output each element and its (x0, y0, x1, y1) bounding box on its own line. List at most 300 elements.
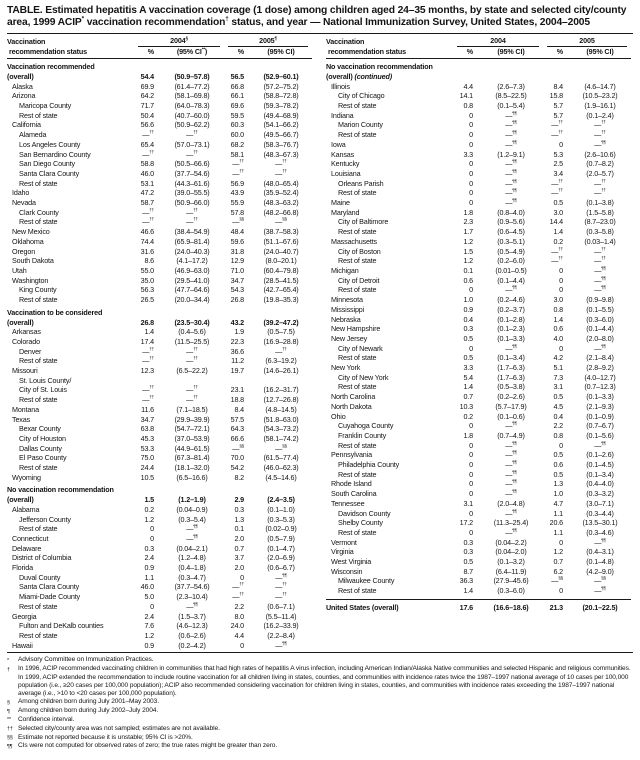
table-row (326, 353, 631, 363)
table-row (326, 82, 631, 92)
ci-2004-cell: (29.5–41.0) (174, 275, 210, 285)
ci-2005-cell: (0.3–5.3) (267, 514, 295, 524)
table-row (7, 347, 312, 357)
ci-2004-cell: —¶¶ (505, 449, 517, 460)
pct-2004-cell: 1.4 (463, 586, 473, 596)
table-row (7, 169, 312, 179)
row-label: Rest of state (19, 463, 58, 473)
pct-2004-cell: 0 (469, 460, 473, 470)
table-row (7, 140, 312, 150)
section-title-line2: (overall) (7, 317, 34, 327)
footnote-marker: †† (193, 385, 198, 391)
pct-2004-cell: 0 (469, 178, 473, 188)
pct-2004-cell: 1.2 (463, 236, 473, 246)
table-row (7, 266, 312, 276)
table-row (7, 285, 312, 295)
table-row (326, 295, 631, 305)
ci-2005-cell: (51.8–63.0) (263, 414, 299, 424)
table-row (7, 356, 312, 366)
row-label: Massachusetts (331, 236, 377, 246)
ci-2004-cell: (54.7–72.1) (174, 424, 210, 434)
ci-2004-cell: (18.1–32.0) (174, 463, 210, 473)
ci-2005-cell: (2.0–8.0) (586, 333, 614, 343)
ci-2005-cell: (0.6–6.7) (267, 563, 295, 573)
ci-2005-cell: (10.5–23.2) (582, 91, 618, 101)
pct-2004-cell: 58.8 (140, 159, 154, 169)
table-row (326, 412, 631, 422)
footnote-marker: †† (239, 591, 244, 597)
ci-2005-cell: (14.6–26.1) (263, 366, 299, 376)
row-label: City of Houston (19, 433, 66, 443)
pct-2004-cell: 1.8 (463, 430, 473, 440)
pct-2005-cell: 1.4 (553, 314, 563, 324)
footnote-text: In 1996, ACIP recommended vaccinating children in communities that had high rates of hepatitis A virus infection, including American Indian/Alaska Native communities and selected Hispanic and religious communities. In 1999, ACIP extended the recommendation to include routine vaccination for all children living in states, counties, and communities with incidence rates twice the 1987–1997 national average of 10 cases per 100,000 population (i.e., ≥20 cases per 100,000 population); ACIP also recommended considering vaccination for children living in states, counties, and communities with incidence rates exceeding the 1987–1997 national average (i.e., >10 to <20 cases per 100,000 population). (18, 665, 631, 698)
table-row (7, 573, 312, 583)
pct-2005-cell: 2.0 (234, 563, 244, 573)
ci-2004-cell: (5.7–17.9) (495, 401, 527, 411)
pct-2005-cell: 34.7 (230, 275, 244, 285)
ci-2004-cell: (0.1–3.3) (497, 333, 525, 343)
row-label: Rest of state (338, 188, 377, 198)
pct-2004-cell: 0.9 (144, 640, 154, 650)
pct-2005-cell: 66.1 (230, 91, 244, 101)
row-label: Texas (12, 414, 31, 424)
ci-2005-cell: (0.3–4.6) (586, 527, 614, 537)
pct-2005-cell: 0.6 (553, 324, 563, 334)
pct-2004-cell: 1.8 (463, 207, 473, 217)
footnote-marker: ¶¶ (601, 139, 606, 145)
pct-2004-cell: 8.6 (144, 256, 154, 266)
ci-2005-cell: (2.0–6.9) (267, 553, 295, 563)
footnote-marker: ** (201, 46, 205, 52)
pct-2005-cell: 0.5 (553, 450, 563, 460)
pct-2005-cell: 23.1 (230, 385, 244, 395)
row-label: New Mexico (12, 227, 50, 237)
col-header-ci: (95% CI) (497, 47, 525, 57)
pct-2005-cell: 0.3 (234, 504, 244, 514)
footnote-symbol: ¶¶ (7, 743, 13, 750)
ci-2005-cell: (0.1–2.4) (586, 110, 614, 120)
pct-2004-cell: 7.6 (144, 621, 154, 631)
pct-2005-cell: 7.3 (553, 372, 563, 382)
ci-2004-cell: —¶¶ (505, 343, 517, 353)
subcolumn-header-row (326, 47, 631, 57)
table-row (326, 518, 631, 528)
ci-2005-cell: (1.9–16.1) (584, 101, 616, 111)
pct-2005-cell: 8.0 (234, 611, 244, 621)
table-row (326, 431, 631, 441)
ci-2005-cell: (58.1–74.2) (263, 433, 299, 443)
ci-2004-cell: (61.4–77.2) (174, 81, 210, 91)
ci-2004-cell: (0.5–3.8) (497, 382, 525, 392)
pct-2004-cell: 0 (469, 120, 473, 130)
footnote-marker: †† (282, 591, 287, 597)
ci-2004-cell: (44.9–61.5) (174, 443, 210, 453)
pct-2005-cell: 66.6 (230, 433, 244, 443)
table-row (326, 547, 631, 557)
footnote-text: Confidence interval. (18, 715, 75, 723)
pct-2004-cell: 0 (469, 285, 473, 295)
table-row (7, 208, 312, 218)
ci-2004-cell: (50.5–66.6) (174, 159, 210, 169)
stub-header-line2: recommendation status (328, 47, 406, 57)
pct-2005-cell: 19.7 (230, 366, 244, 376)
row-label: Rest of state (19, 601, 58, 611)
table-row (326, 450, 631, 460)
pct-2005-cell: 12.9 (230, 256, 244, 266)
pct-2004-cell: 1.0 (463, 295, 473, 305)
pct-2005-cell: 3.7 (234, 553, 244, 563)
ci-2004-cell: —†† (186, 355, 198, 366)
footnote-marker: ¶¶ (512, 508, 517, 514)
pct-2004-cell: 0 (469, 421, 473, 431)
pct-2004-cell: 0 (469, 489, 473, 499)
pct-2004-cell: 64.2 (140, 91, 154, 101)
us-total-row (326, 599, 631, 612)
ci-2005-cell: —¶¶ (594, 440, 606, 450)
ci-2005-cell: (0.7–8.2) (586, 159, 614, 169)
row-label: City of New York (338, 372, 389, 382)
pct-2005-cell: 0.8 (553, 304, 563, 314)
ci-2005-cell: —†† (594, 255, 606, 266)
table-row (7, 424, 312, 434)
table-row (326, 247, 631, 257)
ci-2005-cell: (58.8–72.8) (263, 91, 299, 101)
ci-2005-cell: (0.1–0.9) (586, 411, 614, 421)
pct-2004-cell: —†† (142, 394, 154, 405)
footnote-marker: ¶¶ (512, 129, 517, 135)
ci-2004-cell: (0.3–6.0) (497, 586, 525, 596)
pct-2005-cell: 1.0 (553, 489, 563, 499)
pct-2005-cell: 57.8 (230, 207, 244, 217)
pct-2004-cell: 1.2 (144, 631, 154, 640)
pct-2005-cell: 1.2 (553, 547, 563, 557)
ci-2005-cell: (0.1–4.5) (586, 460, 614, 470)
ci-2005-cell: (13.5–30.1) (582, 518, 618, 528)
table-row (7, 544, 312, 554)
ci-2004-cell: (64.0–78.3) (174, 101, 210, 111)
footnote-text: Among children born during July 2002–July 2004. (18, 707, 159, 715)
row-label: Ohio (331, 411, 346, 421)
row-label: Rest of state (19, 631, 58, 640)
ci-2004-cell: (11.5–25.5) (174, 336, 210, 346)
footnote-marker: †† (558, 187, 563, 193)
row-label: Connecticut (12, 533, 49, 543)
ci-2005-cell: (3.0–7.1) (586, 498, 614, 508)
footnote-marker: †† (558, 246, 563, 252)
ci-2004-cell: (1.7–6.3) (497, 363, 525, 373)
ci-2005-cell: —¶¶ (594, 585, 606, 596)
section-title: Vaccination to be considered (7, 307, 103, 317)
pct-2005-cell: 5.7 (553, 101, 563, 111)
row-label: El Paso County (19, 453, 67, 463)
ci-2004-cell: (2.0–4.8) (497, 498, 525, 508)
row-label: Nevada (12, 198, 36, 208)
ci-2004-cell: (0.1–4.4) (497, 275, 525, 285)
pct-2005-cell: 56.9 (230, 178, 244, 188)
ci-2004-cell: (6.5–22.2) (176, 366, 208, 376)
ci-2004-cell: (0.01–0.5) (495, 265, 527, 275)
pct-2004-cell: 0 (150, 533, 154, 543)
footnote-marker: †† (149, 149, 154, 155)
ci-2005-cell: (2.1–9.3) (586, 401, 614, 411)
footnote-marker: ¶¶ (282, 640, 287, 646)
bottom-rule (7, 652, 633, 653)
ci-2005-cell: (0.5–7.5) (267, 327, 295, 337)
pct-2005-cell: 11.2 (231, 356, 244, 366)
ci-2005-cell: (59.3–78.2) (263, 101, 299, 111)
row-label: District of Columbia (12, 553, 72, 563)
row-label: Rest of state (19, 356, 58, 366)
table-row (326, 324, 631, 334)
pct-2004-cell: 0 (150, 601, 154, 611)
stub-header: Vaccination (326, 37, 365, 47)
ci-2004-cell: —¶¶ (505, 178, 517, 188)
ci-2004-cell: (0.3–5.4) (178, 514, 206, 524)
pct-2005-cell: 1.3 (553, 479, 563, 489)
pct-2004-cell: 17.2 (459, 518, 473, 528)
footnote-marker: †† (282, 158, 287, 164)
row-label: Rest of state (19, 395, 58, 405)
table-row (326, 382, 631, 392)
row-label: Tennessee (331, 498, 365, 508)
ci-2004-cell: (67.3–81.4) (174, 453, 210, 463)
pct-2005-cell: 71.0 (230, 265, 244, 275)
pct-2005-cell: 48.4 (230, 227, 244, 237)
table-row (7, 227, 312, 237)
pct-2004-cell: 1.1 (144, 572, 154, 582)
ci-2005-cell: (39.2–47.2) (263, 317, 299, 327)
ci-2004-cell: (46.9–63.0) (174, 265, 210, 275)
table-row (326, 140, 631, 150)
ci-2005-cell: —¶¶ (275, 640, 287, 650)
pct-2004-cell: 35.0 (140, 275, 154, 285)
ci-2004-cell: (1.5–3.7) (178, 611, 206, 621)
ci-2005-cell: (0.02–0.9) (265, 524, 297, 534)
table-row (7, 276, 312, 286)
pct-2005-cell: 0 (559, 586, 563, 596)
ci-2005-cell: (46.0–62.3) (263, 463, 299, 473)
table-row (326, 237, 631, 247)
pct-2004-cell: 46.6 (140, 227, 154, 237)
pct-2004-cell: 0.5 (463, 557, 473, 567)
table-row (7, 415, 312, 425)
table-row (326, 489, 631, 499)
pct-2005-cell: 18.8 (230, 395, 244, 405)
pct-2005-cell: 43.2 (230, 317, 244, 327)
row-label: Dallas County (19, 443, 62, 453)
footnote-marker: §§ (558, 576, 563, 582)
pct-2004-cell: 10.5 (140, 472, 154, 482)
table-row (7, 179, 312, 189)
section-title-line2: (overall) (7, 71, 34, 81)
ci-2005-cell: (0.1–1.0) (267, 504, 295, 514)
row-label: Iowa (331, 139, 346, 149)
ci-2004-cell: (39.0–55.5) (174, 188, 210, 198)
pct-2005-cell: —†† (551, 178, 563, 188)
row-label: Kentucky (331, 159, 360, 169)
pct-2004-cell: 0.8 (463, 101, 473, 111)
footnote (7, 707, 633, 716)
ci-2004-cell: (37.7–54.6) (174, 168, 210, 178)
ci-2004-cell: (8.5–22.5) (495, 91, 527, 101)
footnote-marker: †† (193, 129, 198, 135)
footnote-marker: ¶¶ (512, 158, 517, 164)
footnote-marker: †† (282, 346, 287, 352)
ci-2004-cell: (24.0–40.3) (174, 246, 210, 256)
ci-2005-cell: (4.2–9.0) (586, 566, 614, 576)
section-title: No vaccination recommendation (326, 62, 433, 72)
table-row (7, 217, 312, 227)
row-label: Missouri (12, 366, 38, 376)
ci-2004-cell: (0.1–2.8) (497, 314, 525, 324)
pct-2005-cell: —†† (551, 120, 563, 130)
row-label: Delaware (12, 543, 42, 553)
footnote-marker: †† (239, 582, 244, 588)
pct-2005-cell: 22.3 (230, 336, 244, 346)
ci-2004-cell: (6.5–16.6) (176, 472, 208, 482)
table-row (326, 479, 631, 489)
row-label: Virginia (331, 547, 354, 557)
us-total-label: United States (overall) (326, 602, 399, 612)
row-label: Rest of state (338, 285, 377, 295)
table-row (326, 509, 631, 519)
footnote-marker: †† (239, 168, 244, 174)
row-label: Maricopa County (19, 101, 72, 111)
row-label: Rest of state (338, 353, 377, 363)
row-label: Michigan (331, 265, 359, 275)
footnote-marker: ¶¶ (193, 601, 198, 607)
row-label: Alaska (12, 81, 33, 91)
row-label: Davidson County (338, 508, 391, 518)
ci-2005-cell: —†† (594, 120, 606, 130)
ci-2004-cell: (37.0–53.9) (174, 433, 210, 443)
ci-2004-cell: —¶¶ (505, 527, 517, 537)
ci-2004-cell: —¶¶ (505, 110, 517, 120)
pct-2005-cell: —†† (551, 255, 563, 266)
footnote-text: Selected city/county area was not sampled; estimates are not available. (18, 724, 220, 732)
footnote (7, 742, 633, 751)
section-overall-row (7, 72, 312, 82)
pct-2005-cell: 0.2 (553, 236, 563, 246)
footnote-marker: †† (193, 149, 198, 155)
footnote-marker: §§ (601, 576, 606, 582)
table-row (326, 227, 631, 237)
pct-2004-cell: 26.5 (140, 295, 154, 305)
ci-2005-cell: (16.2–33.9) (263, 621, 299, 631)
footnote-symbol: § (7, 699, 10, 706)
footnote-symbol: ** (7, 717, 11, 724)
ci-2005-cell: (1.5–5.8) (586, 207, 614, 217)
row-label: Santa Clara County (19, 582, 80, 592)
ci-2005-cell: (0.5–7.9) (267, 533, 295, 543)
row-label: Cuyahoga County (338, 421, 394, 431)
table-row (7, 534, 312, 544)
ci-2004-cell: (1.2–9.1) (497, 149, 525, 159)
pct-2004-cell: 56.3 (140, 285, 154, 295)
section-title: Vaccination recommended (7, 62, 95, 72)
ci-2005-cell: (5.5–11.4) (265, 611, 297, 621)
footnote-marker: †† (558, 129, 563, 135)
pct-2004-cell: 0.3 (463, 537, 473, 547)
pct-2004-cell: 2.4 (144, 611, 154, 621)
ci-2004-cell: (0.7–4.9) (497, 430, 525, 440)
row-label: New York (331, 363, 361, 373)
ci-2005-cell: (0.1–2.6) (586, 450, 614, 460)
col-header-ci: (95% CI) (267, 47, 295, 57)
footnote-marker: †† (149, 385, 154, 391)
col-header-pct: % (237, 47, 244, 57)
pct-2005-cell: —†† (551, 129, 563, 140)
footnote-text: Estimate not reported because it is unstable; 95% CI is >20%. (18, 733, 193, 741)
ci-2005-cell: (6.3–19.2) (265, 356, 297, 366)
pct-2005-cell: —§§ (232, 443, 244, 453)
table-title: TABLE. Estimated hepatitis A vaccination coverage (1 dose) among children aged 24–35 months, by state and selected city/county area, 1999 ACIP* vaccination recommendation† status, and year — National Immunization Survey, United States, 2004–2005 (7, 5, 627, 29)
footnote (7, 725, 633, 734)
ci-2004-cell: —¶¶ (505, 197, 517, 208)
ci-2005-cell: (0.3–4.4) (586, 508, 614, 518)
footnote-marker: †† (601, 187, 606, 193)
pct-2005-cell: 0.7 (553, 557, 563, 567)
pct-2005-cell: 0 (240, 640, 244, 650)
table-row (326, 538, 631, 548)
footnote-text: Among children born during July 2001–May 2003. (18, 698, 159, 706)
pct-2004-cell: 0.1 (463, 265, 473, 275)
ci-2005-cell: —¶¶ (594, 275, 606, 285)
ci-2004-cell: —¶¶ (505, 440, 517, 450)
ci-2005-cell: (35.9–52.4) (263, 188, 299, 198)
pct-2005-cell: 60.3 (230, 120, 244, 130)
table-row (7, 120, 312, 130)
pct-2005-cell: 5.1 (553, 363, 563, 373)
ci-2005-cell: (0.7–12.3) (584, 382, 616, 392)
table-row (7, 247, 312, 257)
ci-2004-cell: (47.7–64.6) (174, 285, 210, 295)
footnote-symbol: * (7, 657, 9, 664)
ci-2005-cell: (0.6–7.1) (267, 601, 295, 611)
pct-2004-cell: 12.3 (140, 366, 154, 376)
pct-2004-cell: 46.0 (140, 168, 154, 178)
pct-2004-cell: 1.7 (463, 227, 473, 237)
pct-2004-cell: 10.3 (459, 401, 473, 411)
pct-2004-cell: 0 (469, 168, 473, 178)
row-label: San Bernardino County (19, 149, 91, 159)
pct-2005-cell: 59.5 (230, 110, 244, 120)
table-row (326, 392, 631, 402)
table-row (326, 586, 631, 596)
footnote-marker: * (81, 15, 84, 23)
row-label: Orleans Parish (338, 178, 384, 188)
col-header-pct: % (466, 47, 473, 57)
row-label: North Carolina (331, 392, 376, 402)
ci-2004-cell: (0.04–2.2) (495, 537, 527, 547)
row-label: Rest of state (19, 295, 58, 305)
pct-2005-cell: 24.0 (230, 621, 244, 631)
row-label: Arizona (12, 91, 36, 101)
pct-2005-cell: 0.1 (234, 524, 244, 534)
ci-2004-cell: (0.1–0.6) (497, 411, 525, 421)
ci-2005-cell: (4.8–14.5) (265, 404, 297, 414)
ci-2004-cell: (4.1–17.2) (176, 256, 208, 266)
ci-2005-cell: (16.9–28.8) (263, 336, 299, 346)
ci-2005-cell: (0.3–3.2) (586, 489, 614, 499)
table-row (7, 453, 312, 463)
row-label: California (12, 120, 41, 130)
footnote-marker: ¶ (274, 35, 277, 41)
pct-2004-cell: 54.4 (140, 71, 154, 81)
row-label: Mississippi (331, 304, 365, 314)
year-header-2004: 2004§ (138, 36, 220, 47)
